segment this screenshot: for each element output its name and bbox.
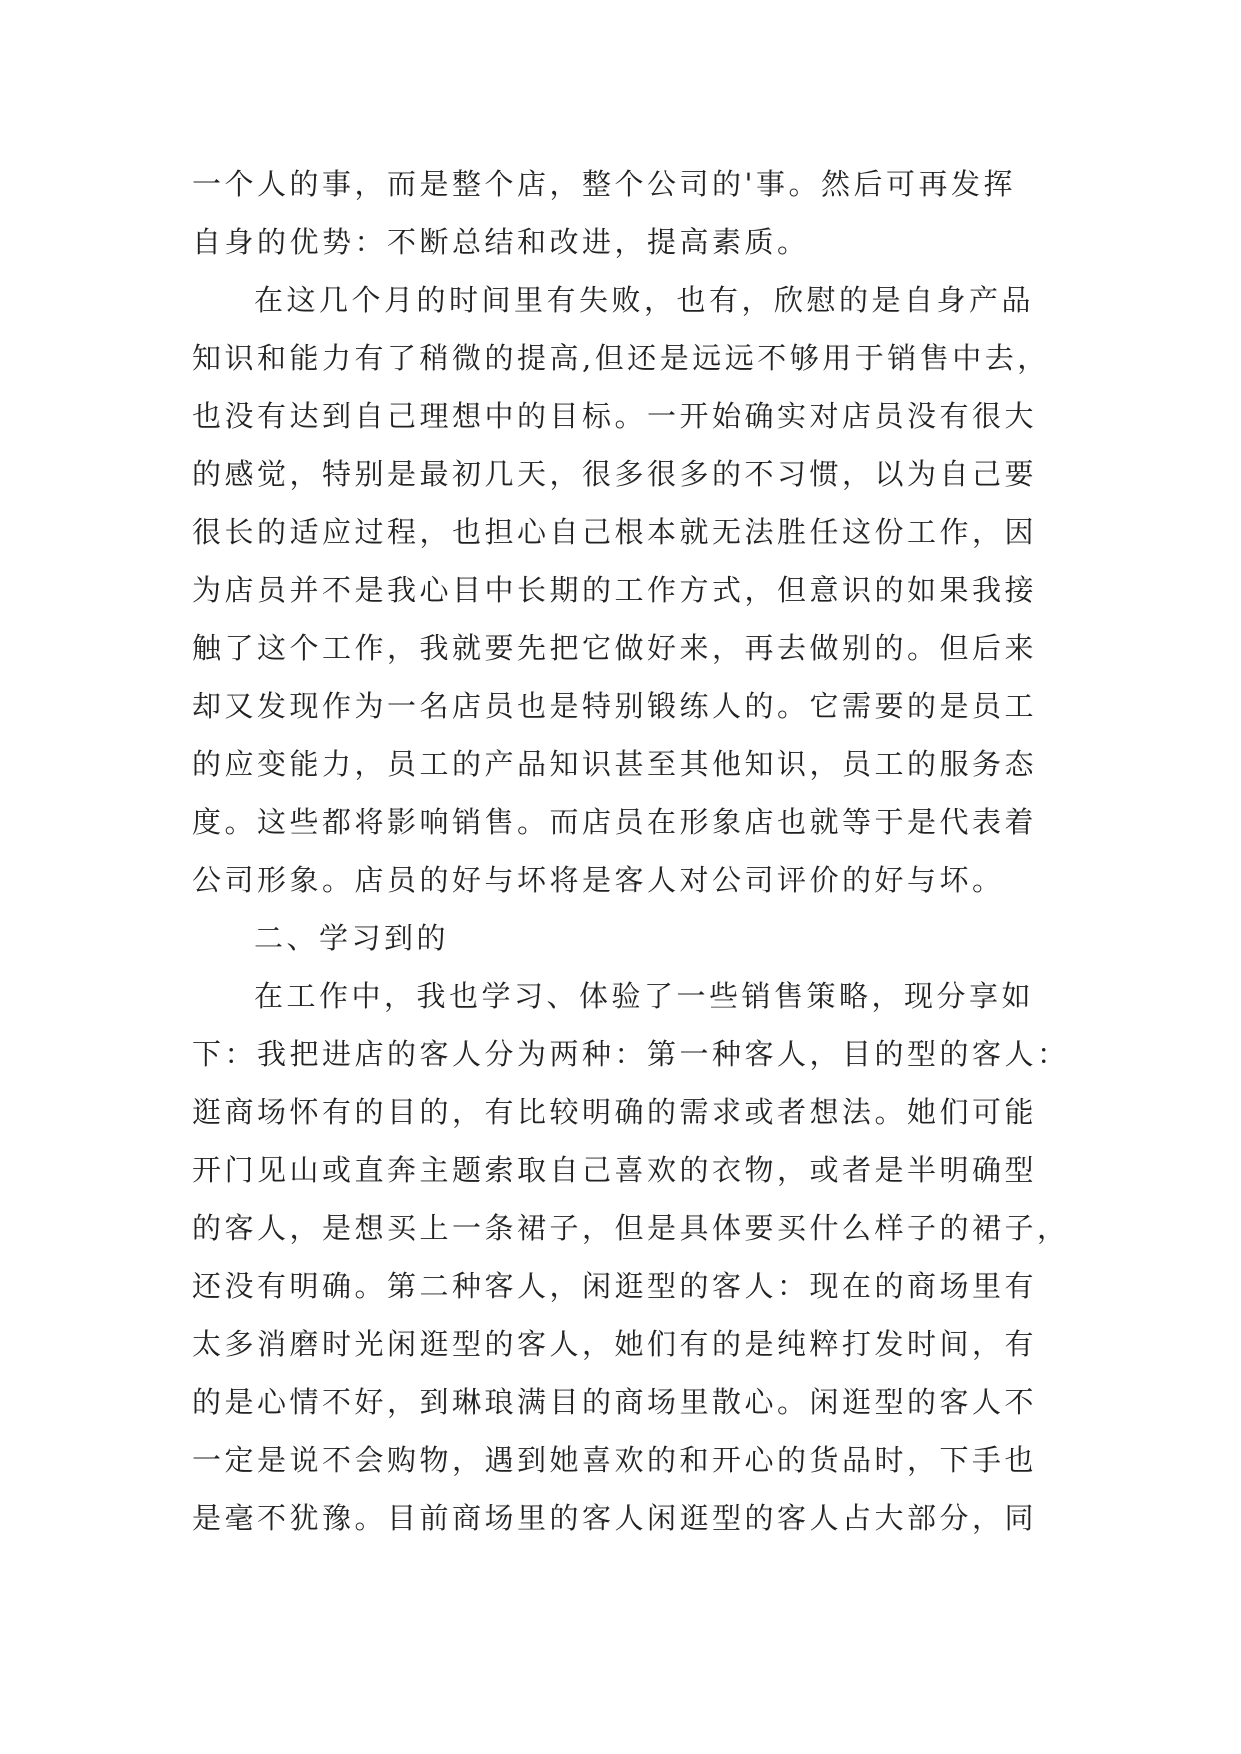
text-line: 知识和能力有了稍微的提高,但还是远远不够用于销售中去， bbox=[192, 341, 1050, 375]
text-line: 开门见山或直奔主题索取自己喜欢的衣物，或者是半明确型 bbox=[192, 1153, 1038, 1187]
text-line: 度。这些都将影响销售。而店员在形象店也就等于是代表着 bbox=[192, 805, 1038, 839]
text-line: 一定是说不会购物，遇到她喜欢的和开心的货品时，下手也 bbox=[192, 1443, 1038, 1477]
text-line: 却又发现作为一名店员也是特别锻练人的。它需要的是员工 bbox=[192, 689, 1038, 723]
paragraph-start-line: 在这几个月的时间里有失败，也有，欣慰的是自身产品 bbox=[254, 283, 1035, 317]
text-line: 的客人，是想买上一条裙子，但是具体要买什么样子的裙子， bbox=[192, 1211, 1070, 1245]
paragraph-start-line: 在工作中，我也学习、体验了一些销售策略，现分享如 bbox=[254, 979, 1035, 1013]
text-line: 下：我把进店的客人分为两种：第一种客人，目的型的客人： bbox=[192, 1037, 1070, 1071]
text-line: 自身的优势：不断总结和改进，提高素质。 bbox=[192, 225, 810, 259]
body-text bbox=[192, 155, 1070, 1547]
text-line: 公司形象。店员的好与坏将是客人对公司评价的好与坏。 bbox=[192, 863, 1005, 897]
text-line: 的应变能力，员工的产品知识甚至其他知识，员工的服务态 bbox=[192, 747, 1038, 781]
text-line: 太多消磨时光闲逛型的客人，她们有的是纯粹打发时间，有 bbox=[192, 1327, 1038, 1361]
section-heading: 二、学习到的 bbox=[254, 921, 450, 955]
text-line: 一个人的事，而是整个店，整个公司的'事。然后可再发挥 bbox=[192, 167, 1016, 201]
text-line: 还没有明确。第二种客人，闲逛型的客人：现在的商场里有 bbox=[192, 1269, 1038, 1303]
text-line: 也没有达到自己理想中的目标。一开始确实对店员没有很大 bbox=[192, 399, 1038, 433]
text-line: 为店员并不是我心目中长期的工作方式，但意识的如果我接 bbox=[192, 573, 1038, 607]
text-line: 很长的适应过程，也担心自己根本就无法胜任这份工作，因 bbox=[192, 515, 1038, 549]
text-line: 是毫不犹豫。目前商场里的客人闲逛型的客人占大部分，同 bbox=[192, 1501, 1038, 1535]
text-line: 的感觉，特别是最初几天，很多很多的不习惯，以为自己要 bbox=[192, 457, 1038, 491]
text-line: 触了这个工作，我就要先把它做好来，再去做别的。但后来 bbox=[192, 631, 1038, 665]
text-line: 的是心情不好，到琳琅满目的商场里散心。闲逛型的客人不 bbox=[192, 1385, 1038, 1419]
text-line: 逛商场怀有的目的，有比较明确的需求或者想法。她们可能 bbox=[192, 1095, 1038, 1129]
